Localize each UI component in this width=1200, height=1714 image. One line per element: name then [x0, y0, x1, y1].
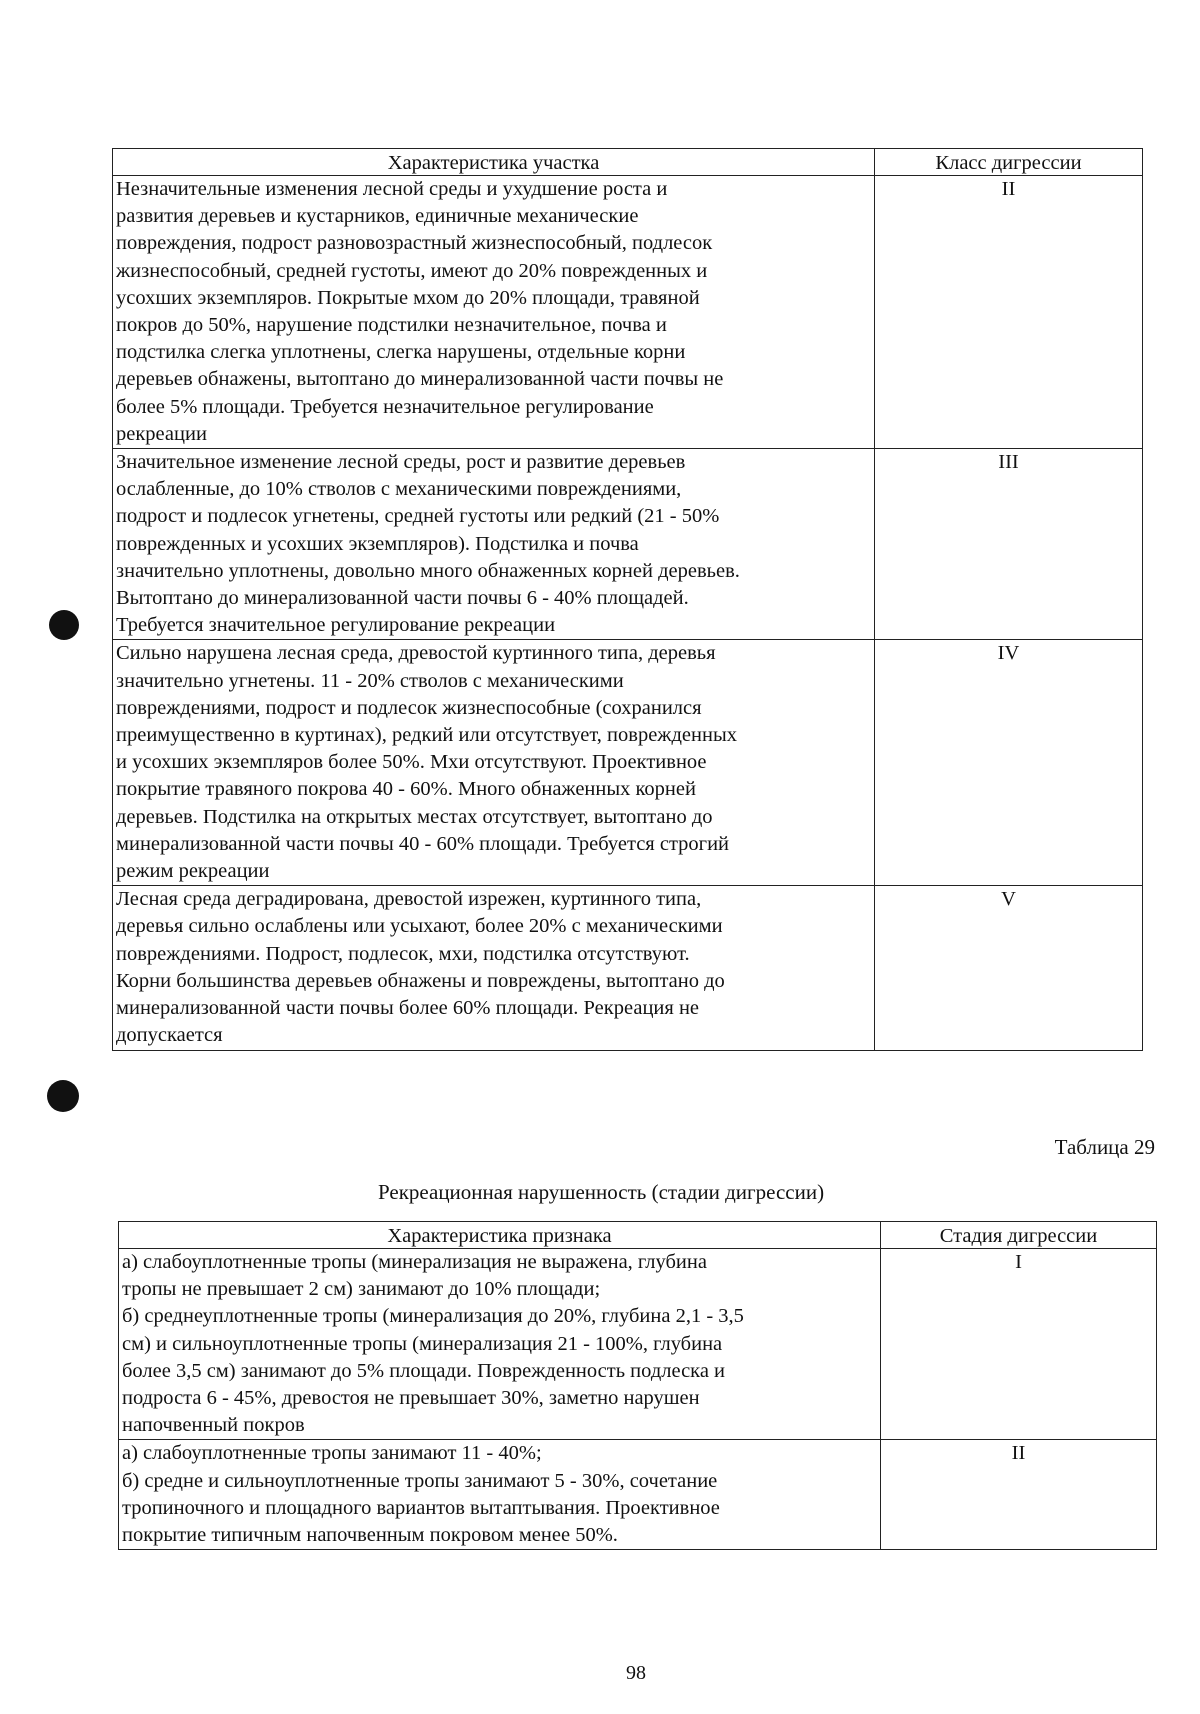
site-characteristic-cell	[113, 176, 875, 449]
table-number: Таблица 29	[1054, 1135, 1155, 1159]
table-row	[113, 449, 1143, 640]
text-line: Незначительные изменения лесной среды и ухудшение роста и	[116, 178, 668, 200]
punch-hole-mark	[47, 1080, 79, 1112]
text-line: поврежденных и усохших экземпляров). Подстилка и почва	[116, 532, 639, 555]
text-line: повреждения, подрост разновозрастный жизнеспособный, подлесок	[116, 232, 713, 255]
text-line: более 5% площади. Требуется незначительное регулирование	[116, 395, 654, 418]
text-line: б) среднеуплотненные тропы (минерализация до 20%, глубина 2,1 - 3,5	[122, 1305, 744, 1328]
page-number: 98	[626, 1662, 646, 1684]
digression-stage-cell: II	[881, 1440, 1157, 1550]
text-line: развития деревьев и кустарников, единичные механические	[116, 205, 639, 228]
table-row	[113, 640, 1143, 886]
text-line: деревьев обнажены, вытоптано до минерализованной части почвы не	[116, 368, 724, 391]
text-line: подроста 6 - 45%, древостоя не превышает 30%, заметно нарушен	[122, 1387, 700, 1410]
table-header-row	[119, 1222, 1157, 1249]
text-line: а) слабоуплотненные тропы (минерализация не выражена, глубина	[122, 1251, 707, 1273]
text-line: покрытие типичным напочвенным покровом менее 50%.	[122, 1524, 618, 1547]
text-line: подстилка слегка уплотнены, слегка нарушены, отдельные корни	[116, 341, 686, 364]
text-line: покрытие травяного покрова 40 - 60%. Много обнаженных корней	[116, 778, 696, 801]
site-characteristic-cell	[113, 886, 875, 1050]
text-line: рекреации	[116, 422, 207, 445]
text-line: минерализованной части почвы 40 - 60% площади. Требуется строгий	[116, 832, 730, 855]
text-line: преимущественно в куртинах), редкий или отсутствует, поврежденных	[116, 724, 737, 747]
feature-characteristic-cell	[119, 1440, 881, 1550]
text-line: минерализованной части почвы более 60% площади. Рекреация не	[116, 997, 700, 1020]
feature-characteristic-cell	[119, 1249, 881, 1440]
text-line: напочвенный покров	[122, 1414, 305, 1437]
text-line: повреждениями, подрост и подлесок жизнеспособные (сохранился	[116, 696, 702, 719]
text-line: б) средне и сильноуплотненные тропы занимают 5 - 30%, сочетание	[122, 1469, 718, 1492]
text-line: Значительное изменение лесной среды, рост и развитие деревьев	[116, 451, 686, 474]
text-line: Корни большинства деревьев обнажены и повреждены, вытоптано до	[116, 969, 725, 992]
site-characteristic-cell	[113, 449, 875, 640]
text-line: усохших экземпляров. Покрытые мхом до 20% площади, травяной	[116, 286, 700, 309]
column-header: Класс дигрессии	[875, 149, 1143, 176]
digression-stage-cell: I	[881, 1249, 1157, 1440]
text-line: значительно угнетены. 11 - 20% стволов с механическими	[116, 669, 624, 692]
digression-class-cell: II	[875, 176, 1143, 449]
column-header: Характеристика участка	[113, 149, 875, 176]
text-line: жизнеспособный, средней густоты, имеют до 20% поврежденных и	[116, 259, 708, 282]
text-line: режим рекреации	[116, 860, 270, 883]
table-row	[119, 1249, 1157, 1440]
text-line: Требуется значительное регулирование рекреации	[116, 614, 556, 637]
text-line: и усохших экземпляров более 50%. Мхи отсутствуют. Проективное	[116, 751, 707, 774]
text-line: допускается	[116, 1024, 223, 1047]
text-line: ослабленные, до 10% стволов с механическими повреждениями,	[116, 478, 682, 501]
digression-class-table	[112, 148, 1143, 1051]
text-line: Вытоптано до минерализованной части почвы 6 - 40% площадей.	[116, 587, 689, 610]
table-row	[113, 176, 1143, 449]
digression-class-cell: III	[875, 449, 1143, 640]
text-line: см) и сильноуплотненные тропы (минерализация 21 - 100%, глубина	[122, 1332, 723, 1355]
text-line: покров до 50%, нарушение подстилки незначительное, почва и	[116, 314, 667, 337]
table-row	[113, 886, 1143, 1050]
column-header: Характеристика признака	[119, 1222, 881, 1249]
text-line: более 3,5 см) занимают до 5% площади. Поврежденность подлеска и	[122, 1359, 726, 1382]
digression-class-cell: V	[875, 886, 1143, 1050]
digression-stage-table	[118, 1221, 1157, 1550]
site-characteristic-cell	[113, 640, 875, 886]
text-line: тропиночного и площадного вариантов вытаптывания. Проективное	[122, 1496, 720, 1519]
text-line: Лесная среда деградирована, древостой изрежен, куртинного типа,	[116, 888, 702, 911]
digression-class-cell: IV	[875, 640, 1143, 886]
text-line: Сильно нарушена лесная среда, древостой куртинного типа, деревья	[116, 642, 716, 665]
text-line: значительно уплотнены, довольно много обнаженных корней деревьев.	[116, 559, 740, 582]
text-line: деревья сильно ослаблены или усыхают, более 20% с механическими	[116, 915, 723, 938]
punch-hole-mark	[49, 610, 79, 640]
column-header: Стадия дигрессии	[881, 1222, 1157, 1249]
text-line: повреждениями. Подрост, подлесок, мхи, подстилка отсутствуют.	[116, 942, 690, 965]
text-line: а) слабоуплотненные тропы занимают 11 - 40%;	[122, 1442, 542, 1465]
text-line: подрост и подлесок угнетены, средней густоты или редкий (21 - 50%	[116, 505, 720, 528]
table-title: Рекреационная нарушенность (стадии дигрессии)	[378, 1180, 825, 1204]
text-line: тропы не превышает 2 см) занимают до 10% площади;	[122, 1278, 601, 1301]
text-line: деревьев. Подстилка на открытых местах отсутствует, вытоптано до	[116, 805, 713, 828]
table-row	[119, 1440, 1157, 1550]
table-header-row	[113, 149, 1143, 176]
